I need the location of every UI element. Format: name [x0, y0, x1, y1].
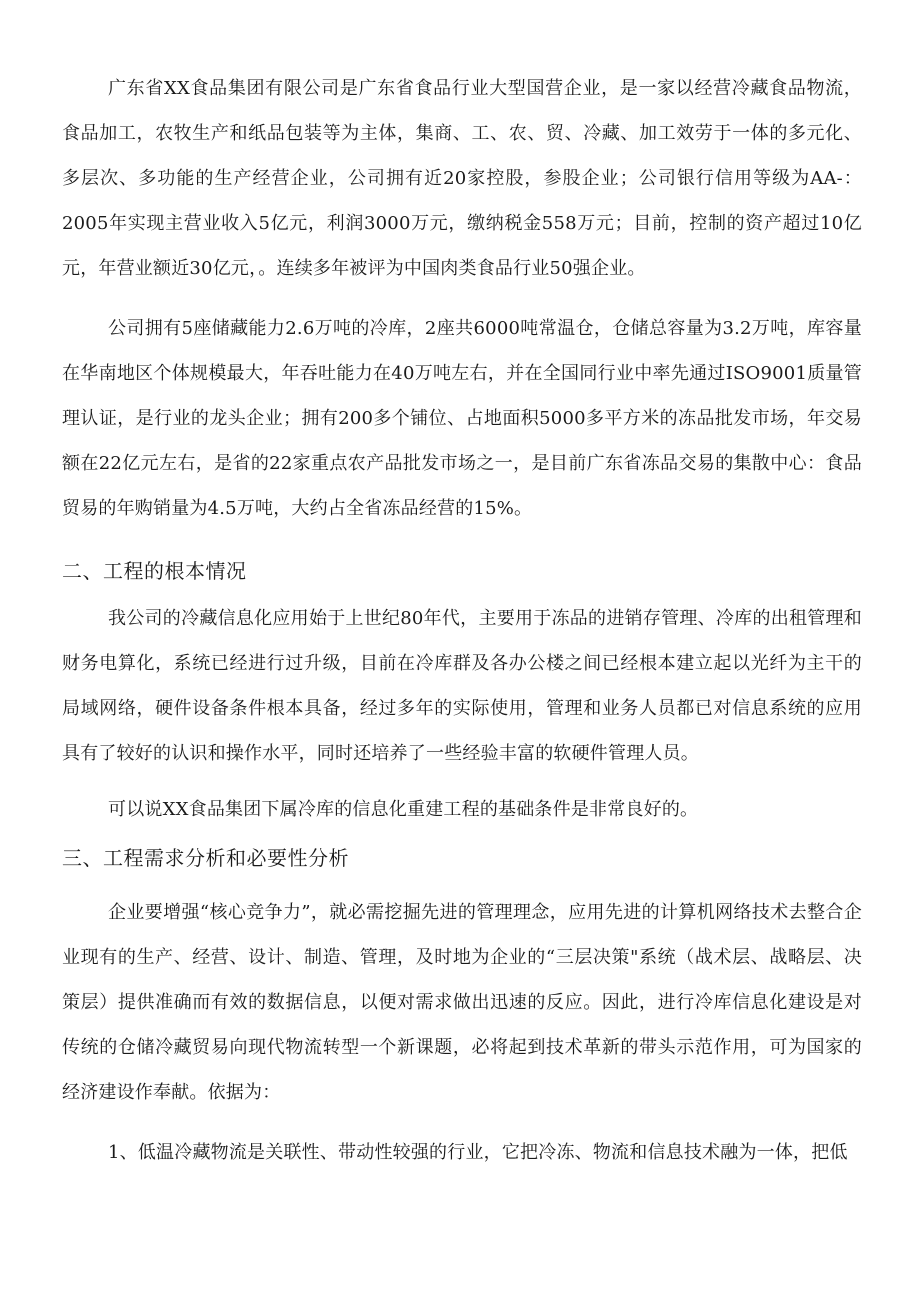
- facilities-paragraph: 公司拥有5座储藏能力2.6万吨的冷库，2座共6000吨常温仓，仓储总容量为3.2万吨，库容量在华南地区个体规模最大，年吞吐能力在40万吨左右，并在全国同行业中率先通过ISO9001质量管理认证，是行业的龙头企业；拥有200多个铺位、占地面积5000多平方米的冻品批发市场，年交易额在22亿元左右，是省的22家重点农产品批发市场之一，是目前广东省冻品交易的集散中心：食品贸易的年购销量为4.5万吨，大约占全省冻品经营的15%。: [62, 318, 862, 519]
- section-heading-basics: 二、工程的根本情况: [62, 559, 247, 583]
- foundation-paragraph: 可以说XX食品集团下属冷库的信息化重建工程的基础条件是非常良好的。: [108, 799, 699, 820]
- section-heading-analysis: 三、工程需求分析和必要性分析: [62, 846, 349, 870]
- company-intro-paragraph: 广东省XX食品集团有限公司是广东省食品行业大型国营企业，是一家以经营冷藏食品物流，食品加工，农牧生产和纸品包装等为主体，集商、工、农、贸、冷藏、加工效劳于一体的多元化、多层次、多功能的生产经营企业，公司拥有近20家控股，参股企业；公司银行信用等级为AA-：2005年实现主营业收入5亿元，利润3000万元，缴纳税金558万元；目前，控制的资产超过10亿元，年营业额近30亿元，。连续多年被评为中国肉类食品行业50强企业。: [62, 78, 862, 279]
- basis-item-1-paragraph: 1、低温冷藏物流是关联性、带动性较强的行业，它把冷冻、物流和信息技术融为一体，把低: [108, 1142, 848, 1163]
- it-history-paragraph: 我公司的冷藏信息化应用始于上世纪80年代，主要用于冻品的进销存管理、冷库的出租管理和财务电算化，系统已经进行过升级，目前在冷库群及各办公楼之间已经根本建立起以光纤为主干的局域网络，硬件设备条件根本具备，经过多年的实际使用，管理和业务人员都已对信息系统的应用具有了较好的认识和操作水平，同时还培养了一些经验丰富的软硬件管理人员。: [62, 608, 862, 764]
- competitiveness-paragraph: 企业要增强“核心竞争力”，就必需挖掘先进的管理理念，应用先进的计算机网络技术去整合企业现有的生产、经营、设计、制造、管理，及时地为企业的“三层决策"系统（战术层、战略层、决策层）提供准确而有效的数据信息，以便对需求做出迅速的反应。因此，进行冷库信息化建设是对传统的仓储冷藏贸易向现代物流转型一个新课题，必将起到技术革新的带头示范作用，可为国家的经济建设作奉献。依据为：: [62, 902, 862, 1103]
